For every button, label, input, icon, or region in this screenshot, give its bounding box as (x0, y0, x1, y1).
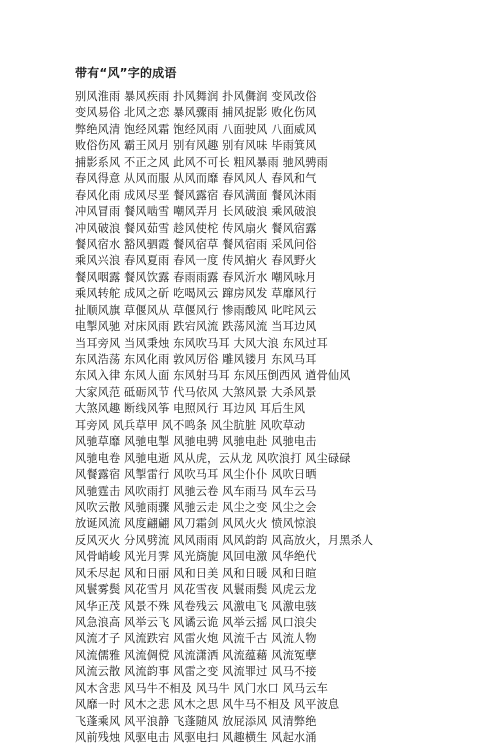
idiom-line: 东风浩荡 东风化雨 敦风厉俗 雕风镂月 东风马耳 (75, 353, 317, 366)
idiom-line: 风鬟雾鬓 风花雪月 风花雪夜 风鬟雨鬓 风虎云龙 (75, 583, 317, 597)
idiom-line: 别风淮雨 暴风疾雨 扑风舞润 扑风儛润 变风改俗 (75, 90, 317, 103)
idiom-line: 风吹云散 风驰雨骤 风驰云走 风尘之变 风尘之会 (75, 500, 317, 514)
idiom-line: 风驰草靡 风驰电掣 风驰电骋 风驰电赴 风驰电击 (75, 435, 317, 449)
idiom-line: 春风得意 从风而服 从风而靡 春风风人 春风和气 (75, 172, 317, 186)
idiom-line: 电掣风驰 对床风雨 跌宕风流 跌荡风流 当耳边风 (75, 320, 317, 334)
idiom-line: 冲风冒雨 餐风啮雪 嘲风弄月 长风破浪 乘风破浪 (75, 205, 317, 219)
document-title: 带有“风”字的成语 (75, 66, 177, 80)
idiom-line: 春风化雨 成风尽垩 餐风露宿 春风满面 餐风沐雨 (75, 188, 317, 202)
idiom-line: 风靡一时 风木之悲 风木之思 风牛马不相及 风平波息 (75, 698, 340, 712)
idiom-line: 败俗伤风 霸王风月 别有风趣 别有风味 毕雨箕风 (75, 139, 317, 153)
idiom-line: 反风灭火 分风劈流 风风雨雨 风风韵韵 风高放火，月黑杀人 (75, 533, 374, 547)
idiom-line: 耳旁风 风兵草甲 风不鸣条 风尘肮脏 风吹草动 (75, 418, 306, 432)
idiom-line: 扯顺风旗 草偃风从 草偃风行 惨雨酸风 叱咤风云 (75, 303, 317, 317)
idiom-line: 当耳旁风 当风秉烛 东风吹马耳 大风大浪 东风过耳 (75, 336, 328, 350)
idiom-line: 风禾尽起 风和日丽 风和日美 风和日暖 风和日暄 (75, 566, 317, 580)
idiom-line: 风骨峭峻 风光月霁 风光旖旎 风回电激 风华绝代 (75, 550, 317, 564)
idiom-line: 弊绝风清 饱经风霜 饱经风雨 八面驶风 八面威风 (75, 122, 317, 136)
idiom-line: 风急浪高 风举云飞 风谲云诡 风举云摇 风口浪尖 (75, 616, 317, 629)
idiom-line: 东风入律 东风人面 东风射马耳 东风压倒西风 遒骨仙风 (75, 369, 351, 383)
idiom-list (75, 89, 490, 747)
idiom-line: 风流才子 风流跌宕 风雷火炮 风流千古 风流人物 (75, 632, 317, 646)
idiom-line: 冲风破浪 餐风茹雪 趁风使柁 传风扇火 餐风宿露 (75, 221, 317, 235)
idiom-line: 风流云散 风流韵事 风雷之变 风流罪过 风马不接 (75, 665, 317, 679)
idiom-line: 放诞风流 风度翩翩 风刀霜剑 风风火火 愤风惊浪 (75, 517, 317, 531)
idiom-line: 餐风咽露 餐风饮露 春雨雨露 春风沂水 嘲风咏月 (75, 270, 317, 284)
idiom-line: 乘风兴浪 春风夏雨 春风一度 传风掮火 春风野火 (75, 254, 317, 268)
idiom-line: 风前残烛 风驱电击 风驱电扫 风趣横生 风起水涌 (75, 731, 317, 745)
idiom-line: 风餐露宿 风掣雷行 风吹马耳 风尘仆仆 风吹日晒 (75, 468, 317, 482)
idiom-line: 大家风范 砥砺风节 代马依风 大煞风景 大杀风景 (75, 385, 317, 399)
idiom-line: 乘风转舵 成风之斫 吃喝风云 蹿房风发 草靡风行 (75, 287, 317, 301)
idiom-line: 大煞风趣 断线风筝 电照风行 耳边风 耳后生风 (75, 402, 306, 416)
idiom-line: 风驰霆击 风吹雨打 风驰云卷 风车雨马 风车云马 (75, 484, 317, 498)
idiom-line: 风木含悲 风马牛不相及 风马牛 风门水口 风马云车 (75, 681, 328, 695)
idiom-line: 捕影系风 不正之风 此风不可长 粗风暴雨 驰风骋雨 (75, 155, 328, 169)
idiom-line: 变风易俗 北风之恋 暴风骤雨 捕风捉影 败化伤风 (75, 106, 317, 120)
idiom-line: 飞蓬乘风 风平浪静 飞蓬随风 放屁添风 风清弊绝 (75, 714, 317, 728)
idiom-line: 风华正茂 风景不殊 风卷残云 风激电飞 风激电骇 (75, 599, 317, 613)
idiom-line: 风驰电卷 风驰电逝 风从虎，云从龙 风吹浪打 风尘碌碌 (75, 451, 351, 465)
idiom-line: 餐风宿水 豁风驷霞 餐风宿草 餐风宿雨 采风问俗 (75, 237, 317, 251)
idiom-line: 风流儒雅 风流倜傥 风流潇洒 风流蕴藉 风流冤孽 (75, 648, 317, 662)
